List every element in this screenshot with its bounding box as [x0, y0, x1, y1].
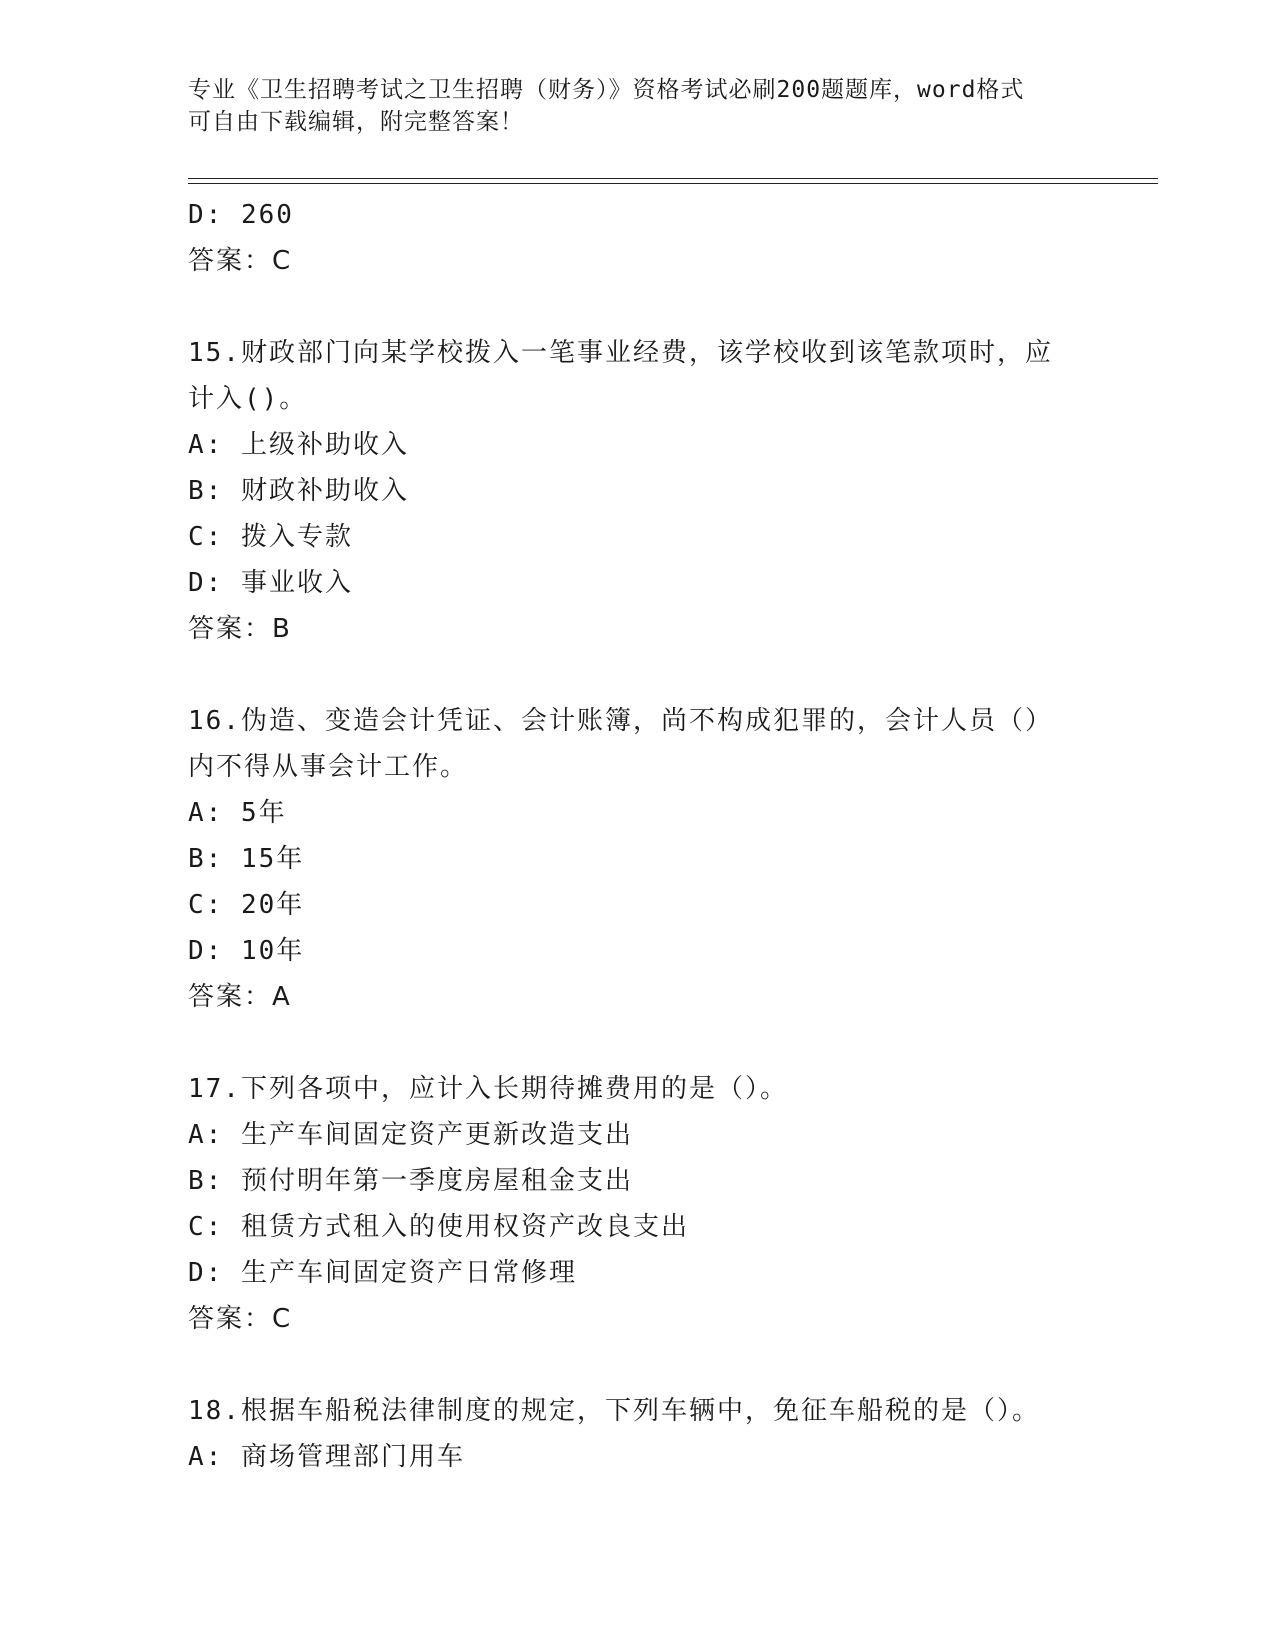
option-a: A: 生产车间固定资产更新改造支出: [188, 1120, 633, 1150]
document-header: [188, 74, 1088, 138]
answer-line: 答案：C: [188, 246, 293, 276]
option-b: B: 15年: [188, 844, 305, 874]
option-d: D: 10年: [188, 936, 305, 966]
question-block: [188, 1388, 1088, 1480]
spacer: [188, 652, 1088, 698]
question-list: [188, 192, 1088, 1480]
spacer: [188, 284, 1088, 330]
option-a: A: 5年: [188, 798, 287, 828]
question-text: 15.财政部门向某学校拨入一笔事业经费，该学校收到该笔款项时，应: [188, 338, 1053, 368]
option-c: C: 租赁方式租入的使用权资产改良支出: [188, 1212, 689, 1242]
answer-line: 答案：A: [188, 982, 292, 1012]
question-block: [188, 1066, 1088, 1342]
question-block: [188, 330, 1088, 652]
option-d: D: 生产车间固定资产日常修理: [188, 1258, 577, 1288]
answer-line: 答案：C: [188, 1304, 293, 1334]
question-text: 内不得从事会计工作。: [188, 752, 469, 782]
option-c: C: 20年: [188, 890, 305, 920]
question-text: 计入()。: [188, 384, 308, 414]
header-line-1: 专业《卫生招聘考试之卫生招聘（财务）》资格考试必刷200题题库，word格式: [188, 77, 1025, 103]
question-text: 16.伪造、变造会计凭证、会计账簿，尚不构成犯罪的，会计人员（）: [188, 706, 1053, 736]
option-b: B: 财政补助收入: [188, 476, 409, 506]
option-c: C: 拨入专款: [188, 522, 353, 552]
question-text: 17.下列各项中，应计入长期待摊费用的是（）。: [188, 1074, 788, 1104]
option-b: B: 预付明年第一季度房屋租金支出: [188, 1166, 633, 1196]
question-text: 18.根据车船税法律制度的规定，下列车辆中，免征车船税的是（）。: [188, 1396, 1040, 1426]
spacer: [188, 1342, 1088, 1388]
option-d: D: 260: [188, 200, 294, 230]
answer-line: 答案：B: [188, 614, 292, 644]
option-a: A: 上级补助收入: [188, 430, 409, 460]
option-a: A: 商场管理部门用车: [188, 1442, 465, 1472]
option-d: D: 事业收入: [188, 568, 353, 598]
question-block: [188, 698, 1088, 1020]
spacer: [188, 1020, 1088, 1066]
header-line-2: 可自由下载编辑，附完整答案！: [188, 109, 524, 135]
header-divider: [188, 178, 1158, 184]
